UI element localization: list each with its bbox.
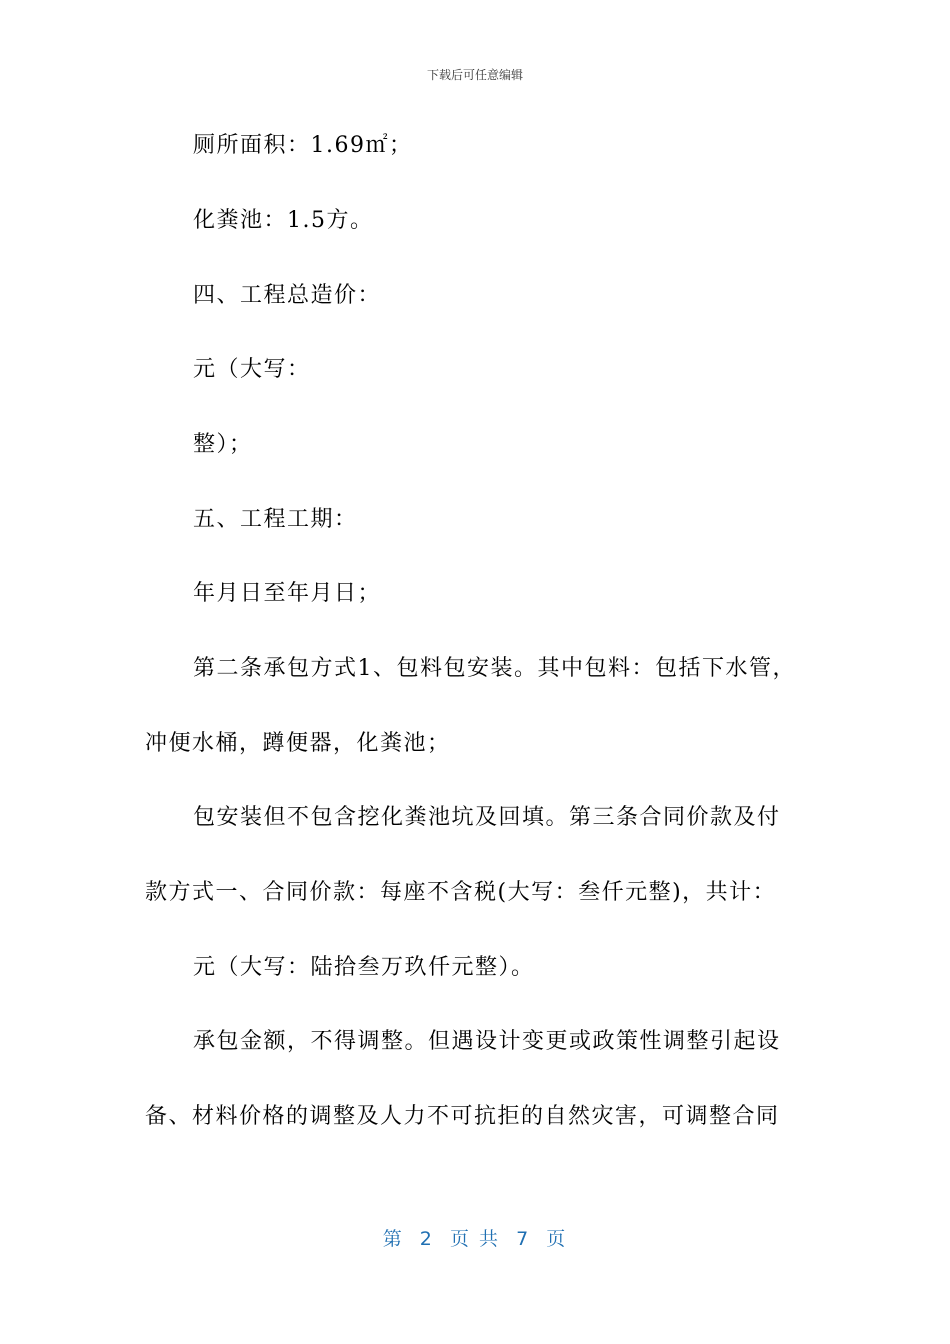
text-line-price-adjustment: 备、材料价格的调整及人力不可抗拒的自然灾害，可调整合同 (145, 1104, 780, 1129)
text-line-contract-method: 第二条承包方式1、包料包安装。其中包料：包括下水管， (193, 656, 796, 681)
text-line-payment-method: 款方式一、合同价款：每座不含税(大写：叁仟元整)，共计： (145, 880, 777, 905)
text-line-installation: 包安装但不包含挖化粪池坑及回填。第三条合同价款及付 (193, 805, 781, 830)
text-line-duration-dates: 年月日至年月日； (193, 581, 382, 606)
page-number-footer: 第 2 页 共 7 页 (382, 1228, 568, 1250)
text-line-septic-tank: 化粪池：1.5方。 (193, 208, 374, 233)
text-line-materials-list: 冲便水桶，蹲便器，化粪池； (145, 731, 451, 756)
page-header: 下载后可任意编辑 (426, 68, 523, 82)
text-line-total-cost-heading: 四、工程总造价： (193, 283, 382, 308)
text-line-total-uppercase: 元（大写：陆拾叁万玖仟元整）。 (193, 955, 535, 980)
text-line-toilet-area: 厕所面积：1.69㎡； (193, 133, 413, 158)
text-line-amount-end: 整）； (193, 432, 253, 457)
text-line-amount-fixed: 承包金额，不得调整。但遇设计变更或政策性调整引起设 (193, 1029, 781, 1054)
text-line-duration-heading: 五、工程工期： (193, 507, 358, 532)
text-line-amount-uppercase: 元（大写： (193, 357, 311, 382)
